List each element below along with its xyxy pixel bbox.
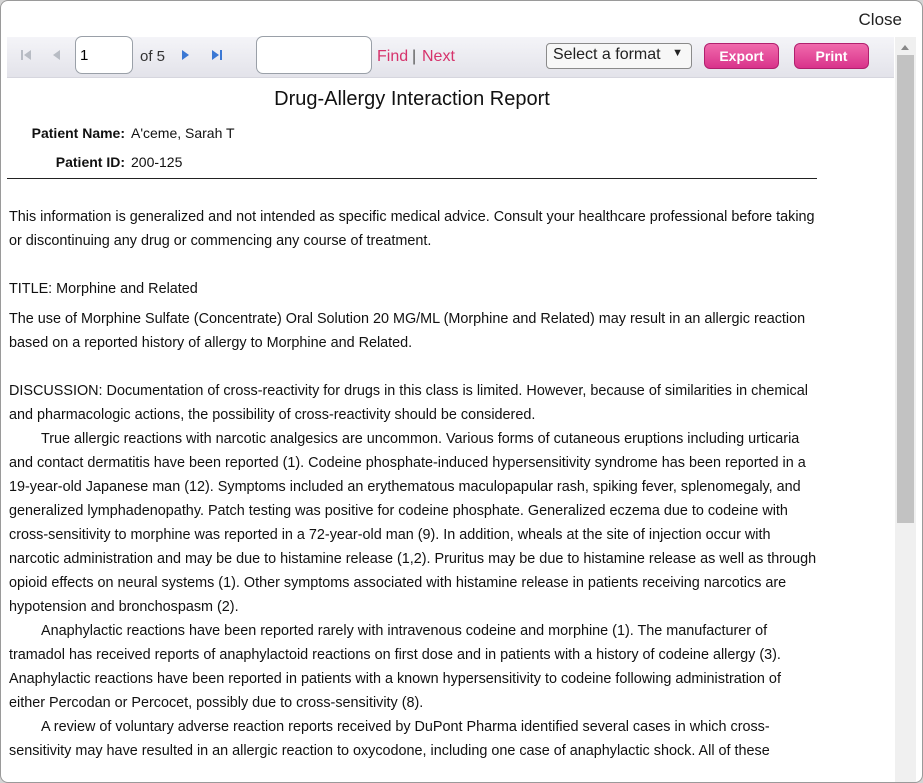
report-body bbox=[9, 205, 819, 763]
patient-name-value: A'ceme, Sarah T bbox=[131, 125, 235, 141]
format-select-value: Select a format bbox=[553, 46, 661, 63]
find-separator: | bbox=[412, 48, 417, 65]
next-page-icon[interactable] bbox=[177, 47, 193, 63]
header-divider bbox=[7, 178, 817, 179]
report-title: Drug-Allergy Interaction Report bbox=[274, 88, 550, 110]
scroll-up-icon[interactable] bbox=[901, 45, 909, 50]
intro-paragraph: The use of Morphine Sulfate (Concentrate) Oral Solution 20 MG/ML (Morphine and Related) may result in an allergic reaction based on a reported history of allergy to Morphine and Related. bbox=[9, 311, 806, 351]
first-page-icon[interactable] bbox=[18, 47, 34, 63]
body-paragraph: A review of voluntary adverse reaction reports received by DuPont Pharma identified several cases in which cross-sensitivity may have resulted in an allergic reaction to oxycodone, including one case of anaphylactic shock. All of these bbox=[9, 719, 770, 759]
export-button[interactable]: Export bbox=[704, 43, 779, 69]
discussion-paragraph: DISCUSSION: Documentation of cross-reactivity for drugs in this class is limited. However, because of similarities in chemical and pharmacologic actions, the possibility of cross-reactivity should be considered. bbox=[9, 383, 808, 423]
page-count-label: of 5 bbox=[140, 48, 166, 65]
patient-name-label: Patient Name: bbox=[31, 125, 125, 141]
body-paragraph: True allergic reactions with narcotic analgesics are uncommon. Various forms of cutaneous eruptions including urticaria and contact dermatitis have been reported (1). Codeine phosphate-induced hypersensitivity syndrome has been reported in a 19-year-old Japanese man (12). Symptoms included an erythematous maculopapular rash, spiking fever, splenomegaly, and generalized lymphadenopathy. Patch testing was positive for codeine phosphate. Generalized eczema due to codeine with cross-sensitivity to morphine was reported in a 72-year-old man (9). In addition, wheals at the site of injection occur with narcotic administration and may be due to histamine release (1,2). Pruritus may be due to histamine release as well as through opioid effects on neural systems (1). Other symptoms associated with histamine release in patients receiving narcotics are hypotension and bronchospasm (2). bbox=[9, 431, 817, 615]
page-number-input[interactable] bbox=[75, 36, 133, 74]
patient-id-label: Patient ID: bbox=[55, 154, 125, 170]
report-content bbox=[7, 79, 893, 782]
report-toolbar bbox=[7, 37, 894, 78]
scrollbar-thumb[interactable] bbox=[897, 55, 914, 523]
title-line: TITLE: Morphine and Related bbox=[9, 281, 198, 297]
patient-id-value: 200-125 bbox=[131, 154, 183, 170]
find-input[interactable] bbox=[256, 36, 372, 74]
next-link[interactable]: Next bbox=[422, 48, 455, 65]
disclaimer-text: This information is generalized and not intended as specific medical advice. Consult your healthcare professional before taking or discontinuing any drug or commencing any course of treatment. bbox=[9, 209, 815, 249]
vertical-scrollbar[interactable] bbox=[895, 37, 916, 782]
find-link[interactable]: Find bbox=[377, 48, 409, 65]
body-paragraph: Anaphylactic reactions have been reported rarely with intravenous codeine and morphine (1). The manufacturer of tramadol has received reports of anaphylactoid reactions on first dose and in patients with a history of codeine allergy (3). Anaphylactic reactions have been reported in patients with a known hypersensitivity to codeine following administration of either Percodan or Percocet, possibly due to cross-sensitivity (8). bbox=[9, 623, 781, 711]
close-button[interactable]: Close bbox=[858, 10, 902, 29]
dropdown-arrow-icon: ▼ bbox=[672, 47, 683, 59]
format-select[interactable] bbox=[546, 43, 692, 69]
last-page-icon[interactable] bbox=[209, 47, 225, 63]
print-button[interactable]: Print bbox=[794, 43, 869, 69]
prev-page-icon[interactable] bbox=[49, 47, 65, 63]
